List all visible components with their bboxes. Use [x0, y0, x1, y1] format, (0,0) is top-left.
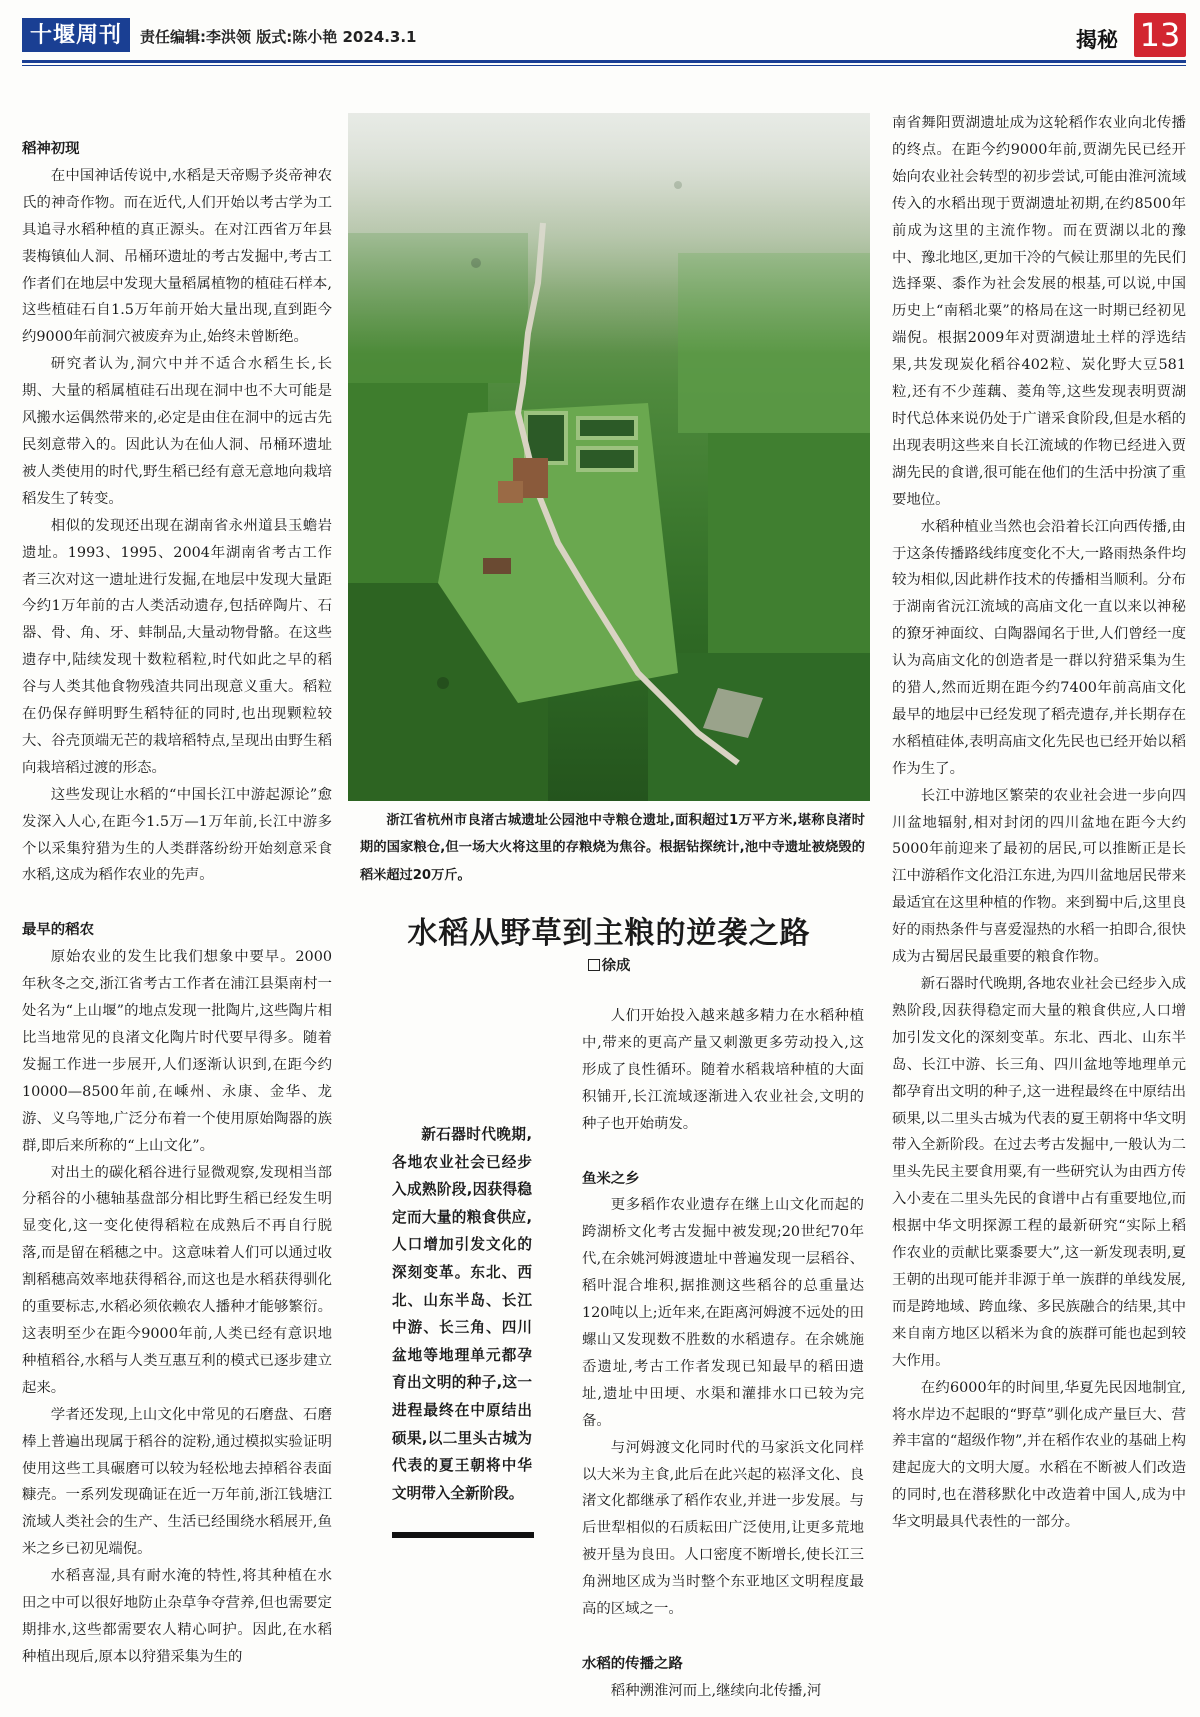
aerial-photo-illustration	[348, 113, 870, 801]
paragraph: 相似的发现还出现在湖南省永州道县玉蟾岩遗址。1993、1995、2004年湖南省考古工作者三次对这一遗址进行发掘,在地层中发现大量距今约1万年前的古人类活动遗存,包括碎陶片、石器、骨、角、牙、蚌制品,大量动物骨骼。在这些遗存中,陆续发现十数粒稻粒,时代如此之早的稻谷与人类其他食物残渣共同出现意义重大。稻粒在仍保存鲜明野生稻特征的同时,也出现颗粒较大、谷壳顶端无芒的栽培稻特点,呈现出由野生稻向栽培稻过渡的形态。	[22, 517, 332, 776]
subheading: 水稻的传播之路	[582, 1655, 683, 1672]
aerial-photo-granary-site	[348, 113, 870, 801]
paragraph: 水稻喜湿,具有耐水淹的特性,将其种植在水田之中可以很好地防止杂草争夺营养,但也需要定期排水,这些都需要农人精心呵护。因此,在水稻种植出现后,原本以狩猎采集为生的	[22, 1568, 332, 1665]
byline	[348, 954, 870, 975]
paragraph: 水稻种植业当然也会沿着长江向西传播,由于这条传播路线纬度变化不大,一路雨热条件均较为相似,因此耕作技术的传播相当顺利。分布于湖南省沅江流域的高庙文化一直以来以神秘的獠牙神面纹、白陶器闻名于世,人们曾经一度认为高庙文化的创造者是一群以狩猎采集为生的猎人,然而近期在距今约7400年前高庙文化最早的地层中已经发现了稻壳遗存,并长期存在水稻植硅体,表明高庙文化先民也已经开始以稻作为生了。	[892, 518, 1186, 777]
pull-quote-rule	[392, 1532, 534, 1538]
paragraph: 新石器时代晚期,各地农业社会已经步入成熟阶段,因获得稳定而大量的粮食供应,人口增加引发文化的深刻变革。东北、西北、山东半岛、长江中游、长三角、四川盆地等地理单元都孕育出文明的种子,这一进程最终在中原结出硕果,以二里头古城为代表的夏王朝将中华文明带入全新阶段。在过去考古发掘中,一般认为二里头先民主要食用粟,有一些研究认为由西方传入小麦在二里头先民的食谱中占有重要地位,而根据中华文明探源工程的最新研究“实际上稻作农业的贡献比粟黍要大”,这一新发现表明,夏王朝的出现可能并非源于单一族群的单线发展,而是跨地域、跨血缘、多民族融合的结果,其中来自南方地区以稻米为食的族群可能也起到较大作用。	[892, 976, 1186, 1369]
paragraph: 人们开始投入越来越多精力在水稻种植中,带来的更高产量又刺激更多劳动投入,这形成了良性循环。随着水稻栽培种植的大面积铺开,长江流域逐渐进入农业社会,文明的种子也开始萌发。	[582, 1008, 864, 1132]
left-text-column	[22, 136, 332, 1671]
article-title: 水稻从野草到主粮的逆袭之路	[407, 916, 811, 951]
right-text-column	[892, 110, 1186, 1536]
editor-credits: 责任编辑:李洪领 版式:陈小艳 2024.3.1	[140, 28, 417, 46]
subheading: 稻神初现	[22, 141, 80, 157]
paragraph: 这些发现让水稻的“中国长江中游起源论”愈发深入人心,在距今1.5万—1万年前,长江中游多个以采集狩猎为生的人类群落纷纷开始刻意采食水稻,这成为稻作农业的先声。	[22, 786, 332, 884]
paragraph: 学者还发现,上山文化中常见的石磨盘、石磨棒上普遍出现属于稻谷的淀粉,通过模拟实验证明使用这些工具碾磨可以较为轻松地去掉稻谷表面糠壳。一系列发现确证在近一万年前,浙江钱塘江流域人类社会的生产、生活已经围绕水稻展开,鱼米之乡已初见端倪。	[22, 1406, 332, 1558]
author-name: 徐成	[601, 958, 631, 974]
header-rule	[22, 60, 1186, 63]
paragraph: 南省舞阳贾湖遗址成为这轮稻作农业向北传播的终点。在距今约9000年前,贾湖先民已经开始向农业社会转型的初步尝试,可能由淮河流域传入的水稻出现于贾湖遗址初期,在约8500年前成为这里的主流作物。而在贾湖以北的豫中、豫北地区,更加干冷的气候让那里的先民们选择粟、黍作为社会发展的根基,可以说,中国历史上“南稻北粟”的格局在这一时期已经初见端倪。根据2009年对贾湖遗址土样的浮选结果,共发现炭化稻谷402粒、炭化野大豆581粒,还有不少莲藕、菱角等,这些发现表明贾湖时代总体来说仍处于广谱采食阶段,但是水稻的出现表明这些来自长江流域的作物已经进入贾湖先民的食谱,很可能在他们的生活中扮演了重要地位。	[892, 115, 1186, 508]
photo-caption: 浙江省杭州市良渚古城遗址公园池中寺粮仓遗址,面积超过1万平方米,堪称良渚时期的国家粮仓,但一场大火将这里的存粮烧为焦谷。根据钻探统计,池中寺遗址被烧毁的稻米超过20万斤。	[360, 813, 865, 883]
paragraph: 原始农业的发生比我们想象中要早。2000年秋冬之交,浙江省考古工作者在浦江县渠南村一处名为“上山堰”的地点发现一批陶片,这些陶片相比当地常见的良渚文化陶片时代要早得多。随着发掘工作进一步展开,人们逐渐认识到,在距今约10000—8500年前,在嵊州、永康、金华、龙游、义乌等地,广泛分布着一个使用原始陶器的族群,即后来所称的“上山文化”。	[22, 949, 332, 1154]
header-rule-thin	[22, 65, 1186, 66]
subheading: 最早的稻农	[22, 922, 94, 939]
paragraph: 长江中游地区繁荣的农业社会进一步向四川盆地辐射,相对封闭的四川盆地在距今大约5000年前迎来了最初的居民,可以推断正是长江中游稻作文化沿江东进,为四川盆地居民带来最适宜在这里种植的作物。来到蜀中后,这里良好的雨热条件与喜爱湿热的水稻一拍即合,很快成为古蜀居民最重要的粮食作物。	[892, 787, 1186, 966]
square-outline-icon	[588, 959, 600, 971]
subheading: 鱼米之乡	[582, 1170, 640, 1187]
paragraph: 在中国神话传说中,水稻是天帝赐予炎帝神农氏的神奇作物。而在近代,人们开始以考古学为工具追寻水稻种植的真正源头。在对江西省万年县裴梅镇仙人洞、吊桶环遗址的考古发掘中,考古工作者们在地层中发现大量稻属植物的植硅石样本,这些植硅石自1.5万年前开始大量出现,直到距今约9000年前洞穴被废弃为止,始终未曾断绝。	[22, 167, 332, 346]
paragraph: 更多稻作农业遗存在继上山文化而起的跨湖桥文化考古发掘中被发现;20世纪70年代,在余姚河姆渡遗址中普遍发现一层稻谷、稻叶混合堆积,据推测这些稻谷的总重量达120吨以上;近年来,在距离河姆渡不远处的田螺山又发现数不胜数的水稻遗存。在余姚施岙遗址,考古工作者发现已知最早的稻田遗址,遗址中田埂、水渠和灌排水口已较为完备。	[582, 1197, 864, 1429]
paragraph: 研究者认为,洞穴中并不适合水稻生长,长期、大量的稻属植硅石出现在洞中也不大可能是风搬水运偶然带来的,必定是由住在洞中的远古先民刻意带入的。因此认为在仙人洞、吊桶环遗址被人类使用的时代,野生稻已经有意无意地向栽培稻发生了转变。	[22, 356, 332, 507]
section-name: 揭秘	[1076, 28, 1118, 52]
pull-quote: 新石器时代晚期,各地农业社会已经步入成熟阶段,因获得稳定而大量的粮食供应,人口增加引发文化的深刻变革。东北、西北、山东半岛、长江中游、长三角、四川盆地等地理单元都孕育出文明的种子,这一进程最终在中原结出硕果,以二里头古城为代表的夏王朝将中华文明带入全新阶段。	[392, 1126, 532, 1502]
paragraph: 在约6000年的时间里,华夏先民因地制宜,将水岸边不起眼的“野草”驯化成产量巨大、营养丰富的“超级作物”,并在稻作农业的基础上构建起庞大的文明大厦。水稻在不断被人们改造的同时,也在潜移默化中改造着中国人,成为中华文明最具代表性的一部分。	[892, 1379, 1186, 1531]
paragraph: 对出土的碳化稻谷进行显微观察,发现相当部分稻谷的小穗轴基盘部分相比野生稻已经发生明显变化,这一变化使得稻粒在成熟后不再自行脱落,而是留在稻穗之中。这意味着人们可以通过收割稻穗高效率地获得稻谷,而这也是水稻获得驯化的重要标志,水稻必须依赖农人播种才能够繁衍。这表明至少在距今9000年前,人类已经有意识地种植稻谷,水稻与人类互惠互利的模式已逐步建立起来。	[22, 1164, 332, 1396]
paragraph: 与河姆渡文化同时代的马家浜文化同样以大米为主食,此后在此兴起的崧泽文化、良渚文化都继承了稻作农业,并进一步发展。与后世犁相似的石质耘田广泛使用,让更多荒地被开垦为良田。人口密度不断增长,使长江三角洲地区成为当时整个东亚地区文明程度最高的区域之一。	[582, 1439, 864, 1618]
paragraph: 稻种溯淮河而上,继续向北传播,河	[610, 1682, 822, 1699]
page-number-badge: 13	[1134, 13, 1186, 57]
middle-text-column	[582, 1003, 864, 1705]
masthead-logo: 十堰周刊	[22, 18, 130, 52]
